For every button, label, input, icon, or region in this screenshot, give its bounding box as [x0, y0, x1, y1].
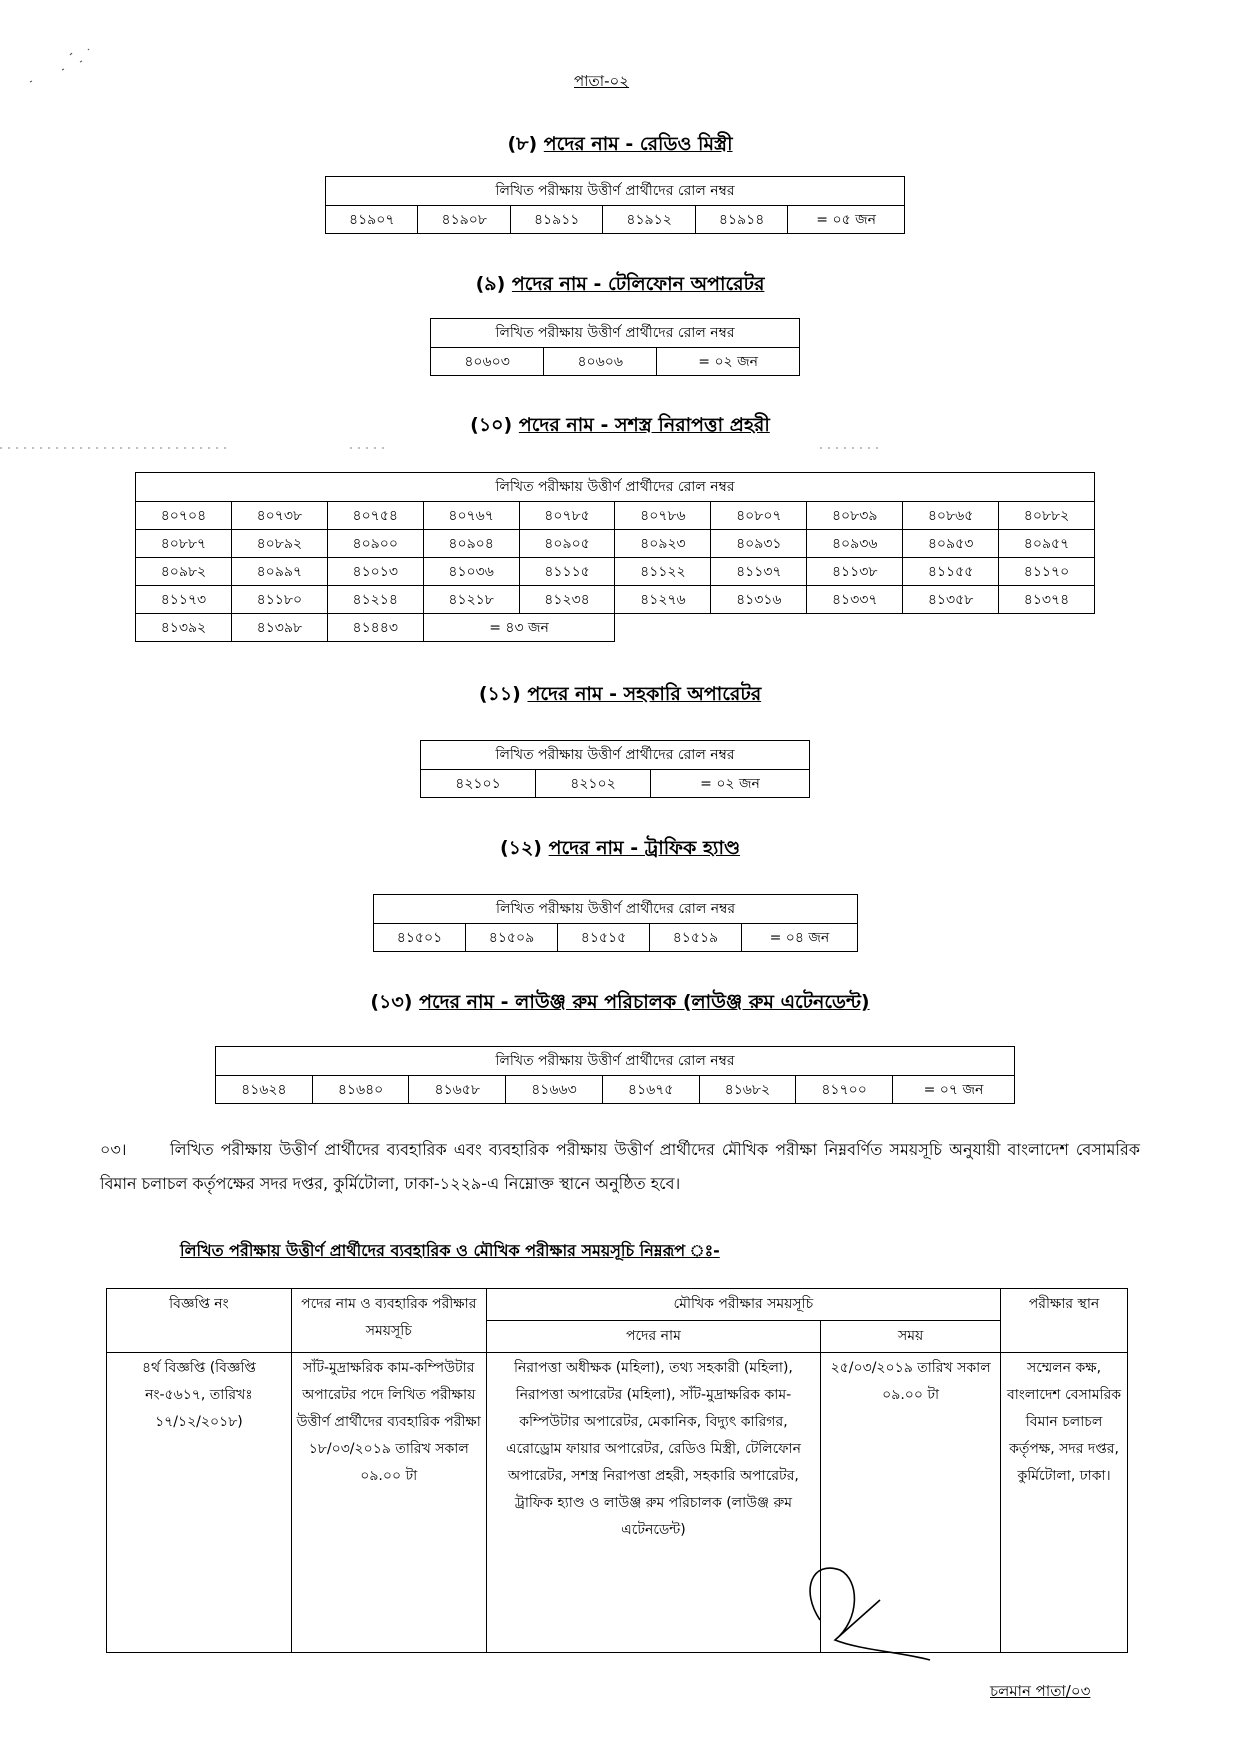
table-header: লিখিত পরীক্ষায় উত্তীর্ণ প্রার্থীদের রোল নম্বর: [374, 895, 858, 924]
header-viva-schedule: মৌখিক পরীক্ষার সময়সূচি: [486, 1289, 1000, 1321]
roll-cell: ৪০৯০০: [327, 530, 423, 558]
header-post-practical: পদের নাম ও ব্যবহারিক পরীক্ষার সময়সূচি: [291, 1289, 486, 1353]
continued-page-note: চলমান পাতা/০৩: [990, 1682, 1091, 1700]
roll-cell: ৪০৯৩১: [711, 530, 807, 558]
roll-table-11: [420, 740, 810, 798]
paragraph-text: লিখিত পরীক্ষায় উত্তীর্ণ প্রার্থীদের ব্যবহারিক এবং ব্যবহারিক পরীক্ষায় উত্তীর্ণ প্রার্থীদের মৌখিক পরীক্ষা নিম্নবর্ণিত সময়সূচি অনুযায়ী বাংলাদেশ বেসামরিক বিমান চলাচল কর্তৃপক্ষের সদর দপ্তর, কুর্মিটোলা, ঢাকা-১২২৯-এ নিম্নোক্ত স্থানে অনুষ্ঠিত হবে।: [100, 1140, 1140, 1193]
schedule-table: [106, 1288, 1128, 1653]
roll-cell: ৪১৬৭৫: [602, 1076, 699, 1104]
notice-no-cell: ৪র্থ বিজ্ঞপ্তি (বিজ্ঞপ্তি নং-৫৬১৭, তারিখঃ ১৭/১২/২০১৮): [107, 1353, 292, 1653]
roll-cell: ৪১৯০৮: [418, 206, 510, 234]
count-cell: = ০২ জন: [657, 348, 800, 376]
roll-cell: ৪০৯০৪: [423, 530, 519, 558]
roll-cell: ৪১৯১২: [603, 206, 695, 234]
table-row: [326, 206, 905, 234]
roll-cell: ৪১৭০০: [796, 1076, 893, 1104]
roll-cell: ৪১১৭০: [999, 558, 1095, 586]
roll-cell: ৪১৩৯৮: [231, 614, 327, 642]
roll-cell: ৪০৭৩৮: [231, 502, 327, 530]
roll-cell: ৪০৮৮৭: [136, 530, 232, 558]
roll-cell: ৪১০১৩: [327, 558, 423, 586]
roll-cell: ৪০৭০৪: [136, 502, 232, 530]
section-heading-9: (৯) পদের নাম - টেলিফোন অপারেটর: [475, 273, 765, 295]
count-cell: = ০৭ জন: [892, 1076, 1014, 1104]
table-row: [374, 924, 858, 952]
roll-cell: ৪১২৭৬: [615, 586, 711, 614]
table-header: লিখিত পরীক্ষায় উত্তীর্ণ প্রার্থীদের রোল নম্বর: [421, 741, 810, 770]
table-row: [136, 558, 1095, 586]
roll-cell: ৪০৯৮২: [136, 558, 232, 586]
roll-cell: ৪০৯৫৩: [903, 530, 999, 558]
count-cell: = ০৪ জন: [741, 924, 857, 952]
roll-cell: ৪১৬৪০: [312, 1076, 409, 1104]
page-number: পাতা-০২: [574, 72, 630, 90]
roll-cell: ৪১১৮০: [231, 586, 327, 614]
table-row: [136, 614, 1095, 642]
table-row: [136, 502, 1095, 530]
venue-cell: সম্মেলন কক্ষ, বাংলাদেশ বেসামরিক বিমান চলাচল কর্তৃপক্ষ, সদর দপ্তর, কুর্মিটোলা, ঢাকা।: [1001, 1353, 1128, 1653]
roll-cell: ৪০৭৬৭: [423, 502, 519, 530]
roll-cell: ৪২১০১: [421, 770, 536, 798]
roll-cell: ৪২১০২: [535, 770, 650, 798]
roll-cell: ৪০৭৫৪: [327, 502, 423, 530]
roll-cell: ৪১৯১৪: [695, 206, 787, 234]
roll-cell: ৪০৯৫৭: [999, 530, 1095, 558]
roll-cell: ৪১১৫৫: [903, 558, 999, 586]
roll-cell: ৪১০৩৬: [423, 558, 519, 586]
count-cell: = ০২ জন: [651, 770, 810, 798]
table-header: লিখিত পরীক্ষায় উত্তীর্ণ প্রার্থীদের রোল নম্বর: [216, 1047, 1015, 1076]
roll-cell: ৪১১৩৮: [807, 558, 903, 586]
roll-cell: ৪০৮০৭: [711, 502, 807, 530]
roll-cell: ৪০৮৬৫: [903, 502, 999, 530]
paragraph-number: ০৩।: [100, 1140, 127, 1159]
roll-cell: ৪১৯১১: [510, 206, 602, 234]
roll-cell: ৪১৩১৬: [711, 586, 807, 614]
roll-cell: ৪১৯০৭: [326, 206, 418, 234]
roll-cell: ৪১৬২৪: [216, 1076, 313, 1104]
roll-cell: ৪০৮৩৯: [807, 502, 903, 530]
roll-table-10: [135, 472, 1095, 642]
roll-table-12: [373, 894, 858, 952]
table-row: [421, 770, 810, 798]
roll-cell: ৪০৮৮২: [999, 502, 1095, 530]
count-cell: = ০৫ জন: [788, 206, 905, 234]
roll-table-9: [430, 318, 800, 376]
table-header: লিখিত পরীক্ষায় উত্তীর্ণ প্রার্থীদের রোল নম্বর: [431, 319, 800, 348]
table-row: [107, 1353, 1128, 1653]
post-practical-cell: সাঁট-মুদ্রাক্ষরিক কাম-কম্পিউটার অপারেটর পদে লিখিত পরীক্ষায় উত্তীর্ণ প্রার্থীদের ব্যবহারিক পরীক্ষা ১৮/০৩/২০১৯ তারিখ সকাল ০৯.০০ টা: [291, 1353, 486, 1653]
roll-cell: ৪০৬০৬: [544, 348, 657, 376]
roll-cell: ৪১৩৩৭: [807, 586, 903, 614]
roll-cell: ৪১৪৪৩: [327, 614, 423, 642]
schedule-title: লিখিত পরীক্ষায় উত্তীর্ণ প্রার্থীদের ব্যবহারিক ও মৌখিক পরীক্ষার সময়সূচি নিম্নরূপ ঃ-: [180, 1241, 720, 1260]
roll-cell: ৪১৬৮২: [699, 1076, 796, 1104]
roll-cell: ৪০৮৯২: [231, 530, 327, 558]
roll-cell: ৪১৫১৯: [649, 924, 741, 952]
table-header: লিখিত পরীক্ষায় উত্তীর্ণ প্রার্থীদের রোল নম্বর: [326, 177, 905, 206]
header-post-name: পদের নাম: [486, 1321, 821, 1353]
roll-cell: ৪০৯২৩: [615, 530, 711, 558]
header-time: সময়: [821, 1321, 1001, 1353]
roll-cell: ৪০৯৯৭: [231, 558, 327, 586]
roll-cell: ৪১৩৫৮: [903, 586, 999, 614]
section-heading-13: (১৩) পদের নাম - লাউঞ্জ রুম পরিচালক (লাউঞ্জ রুম এটেনডেন্ট): [370, 991, 870, 1013]
roll-cell: ৪১৫১৫: [557, 924, 649, 952]
roll-table-13: [215, 1046, 1015, 1104]
roll-cell: ৪১১৩৭: [711, 558, 807, 586]
roll-cell: ৪১১৭৩: [136, 586, 232, 614]
table-row: [216, 1076, 1015, 1104]
table-header: লিখিত পরীক্ষায় উত্তীর্ণ প্রার্থীদের রোল নম্বর: [136, 473, 1095, 502]
time-cell: ২৫/০৩/২০১৯ তারিখ সকাল ০৯.০০ টা: [821, 1353, 1001, 1653]
roll-cell: ৪১৫০১: [374, 924, 466, 952]
roll-cell: ৪১৩৭৪: [999, 586, 1095, 614]
roll-cell: ৪১১২২: [615, 558, 711, 586]
roll-cell: ৪১৩৯২: [136, 614, 232, 642]
roll-cell: ৪১২১৮: [423, 586, 519, 614]
roll-table-8: [325, 176, 905, 234]
roll-cell: ৪১৬৬৩: [506, 1076, 603, 1104]
roll-cell: ৪০৭৮৫: [519, 502, 615, 530]
count-cell: = ৪৩ জন: [423, 614, 615, 642]
roll-cell: ৪১২৩৪: [519, 586, 615, 614]
section-heading-8: (৮) পদের নাম - রেডিও মিস্ত্রী: [507, 133, 733, 155]
section-heading-11: (১১) পদের নাম - সহকারি অপারেটর: [478, 683, 762, 705]
post-names-cell: নিরাপত্তা অধীক্ষক (মহিলা), তথ্য সহকারী (মহিলা), নিরাপত্তা অপারেটর (মহিলা), সাঁট-মুদ্রাক্ষরিক কাম-কম্পিউটার অপারেটর, মেকানিক, বিদ্যুৎ কারিগর, এরোড্রোম ফায়ার অপারেটর, রেডিও মিস্ত্রী, টেলিফোন অপারেটর, সশস্ত্র নিরাপত্তা প্রহরী, সহকারি অপারেটর, ট্রাফিক হ্যাণ্ড ও লাউঞ্জ রুম পরিচালক (লাউঞ্জ রুম এটেনডেন্ট): [486, 1353, 821, 1653]
roll-cell: ৪০৯০৫: [519, 530, 615, 558]
header-venue: পরীক্ষার স্থান: [1001, 1289, 1128, 1353]
section-heading-10: (১০) পদের নাম - সশস্ত্র নিরাপত্তা প্রহরী: [470, 414, 770, 436]
roll-cell: ৪১২১৪: [327, 586, 423, 614]
paragraph-03: [100, 1133, 1140, 1201]
roll-cell: ৪১৬৫৮: [409, 1076, 506, 1104]
table-row: [431, 348, 800, 376]
roll-cell: ৪০৭৮৬: [615, 502, 711, 530]
roll-cell: ৪০৬০৩: [431, 348, 544, 376]
section-heading-12: (১২) পদের নাম - ট্রাফিক হ্যাণ্ড: [499, 837, 741, 859]
table-row: [136, 586, 1095, 614]
table-row: [136, 530, 1095, 558]
roll-cell: ৪০৯৩৬: [807, 530, 903, 558]
roll-cell: ৪১১১৫: [519, 558, 615, 586]
roll-cell: ৪১৫০৯: [465, 924, 557, 952]
header-notice-no: বিজ্ঞপ্তি নং: [107, 1289, 292, 1353]
